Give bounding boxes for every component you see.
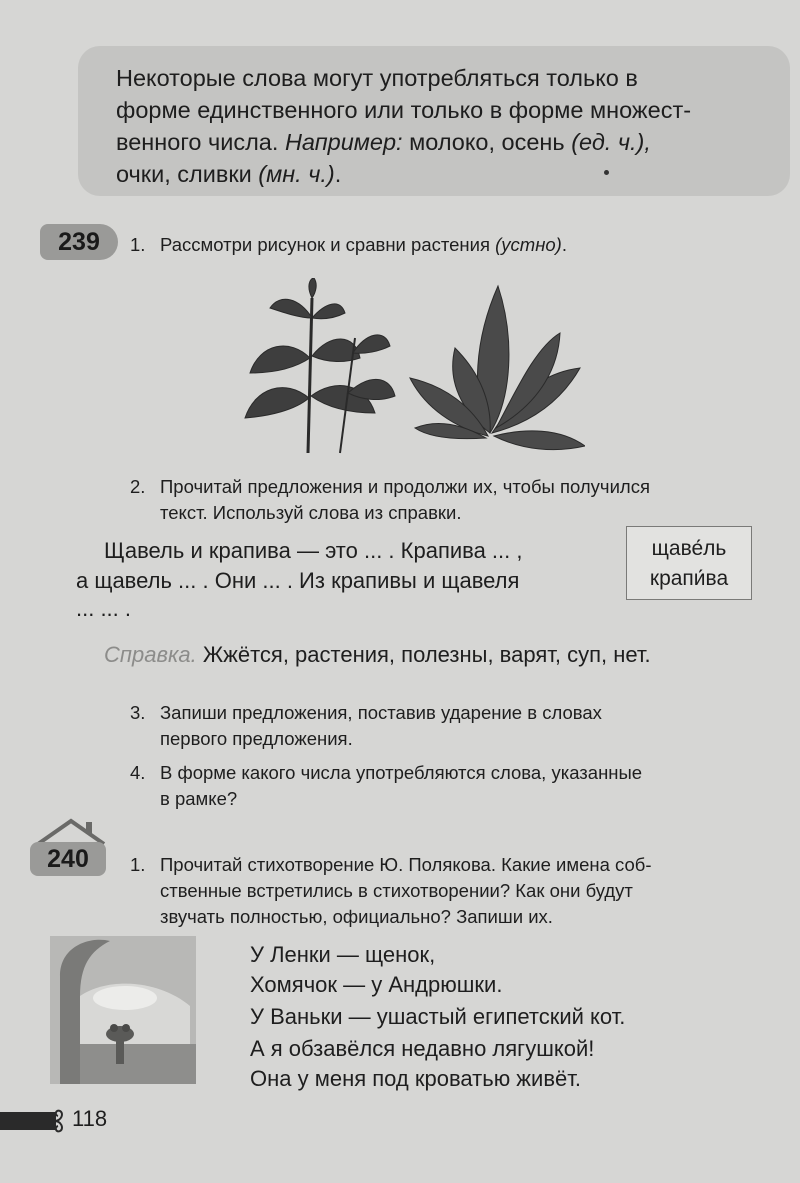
task-239-1: 1. Рассмотри рисунок и сравни растения (устно). — [130, 234, 567, 255]
exercise-text-line: ... ... . — [76, 596, 132, 621]
ornament-icon — [52, 1107, 68, 1135]
task-239-3-line1: 3. Запиши предложения, поставив ударение в словах — [130, 702, 602, 723]
poem-line: А я обзавёлся недавно лягушкой! — [250, 1036, 595, 1061]
task-240-1-line3: звучать полностью, официально? Запиши их. — [160, 906, 553, 927]
bed-frog-illustration — [50, 936, 196, 1084]
task-240-1-line1: 1. Прочитай стихотворение Ю. Полякова. Какие имена соб- — [130, 854, 652, 875]
plants-illustration — [240, 278, 585, 458]
rule-line: форме единственного или только в форме множест- — [116, 97, 692, 123]
poem-line: У Ваньки — ушастый египетский кот. — [250, 1004, 626, 1029]
rule-line: очки, сливки (мн. ч.). — [116, 161, 342, 187]
task-239-4-line2: в рамке? — [160, 788, 238, 809]
exercise-text-line: а щавель ... . Они ... . Из крапивы и щавеля — [76, 568, 520, 593]
footer-bar — [0, 1112, 56, 1130]
task-239-4-line1: 4. В форме какого числа употребляются слова, указанные — [130, 762, 643, 783]
task-240-1-line2: ственные встретились в стихотворении? Как они будут — [160, 880, 633, 901]
task-239-2-line1: 2. Прочитай предложения и продолжи их, чтобы получился — [130, 476, 650, 497]
exercise-number-240: 240 — [30, 842, 106, 876]
dot-mark — [604, 170, 609, 175]
exercise-number-239: 239 — [40, 224, 118, 260]
poem-line: У Ленки — щенок, — [250, 942, 436, 967]
rule-line: венного числа. Например: молоко, осень (ед. ч.), — [116, 129, 651, 155]
page-number: 118 — [72, 1106, 108, 1131]
word-box-item: крапи́ва — [649, 567, 729, 590]
exercise-text-line: Щавель и крапива — это ... . Крапива ... , — [104, 538, 523, 563]
reference-words: Справка. Жжётся, растения, полезны, варят, суп, нет. — [104, 642, 651, 667]
rule-text — [116, 62, 756, 190]
rule-line: Некоторые слова могут употребляться только в — [116, 65, 638, 91]
word-box — [626, 526, 752, 600]
task-239-2-line2: текст. Используй слова из справки. — [160, 502, 462, 523]
poem-line: Она у меня под кроватью живёт. — [250, 1066, 581, 1091]
reference-label: Справка. — [104, 642, 197, 667]
word-box-item: щаве́ль — [651, 537, 727, 560]
task-239-3-line2: первого предложения. — [160, 728, 353, 749]
poem-line: Хомячок — у Андрюшки. — [250, 972, 503, 997]
